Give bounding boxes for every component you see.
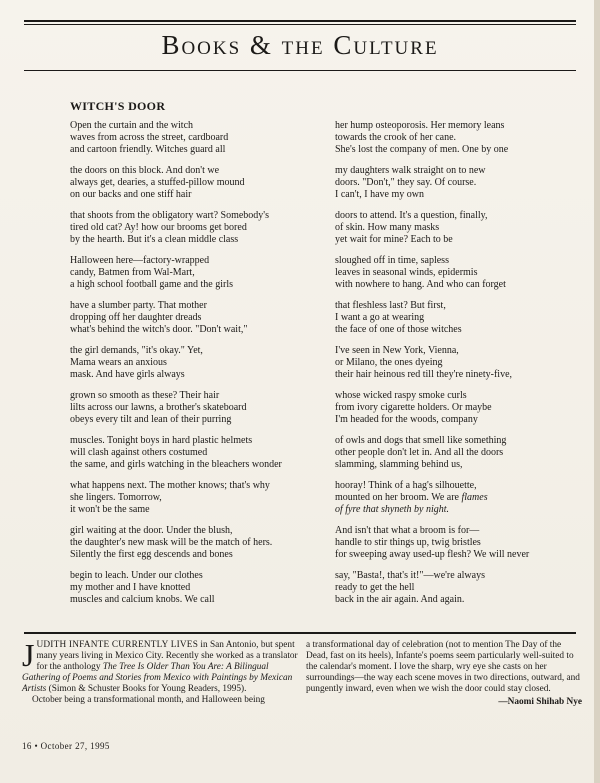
- poem-line: doors. "Don't," they say. Of course.: [335, 177, 477, 188]
- author-bio-left: [22, 637, 298, 706]
- poem-stanza: [70, 570, 332, 606]
- poem-stanza: [70, 390, 332, 426]
- poem-stanza: [70, 210, 332, 246]
- bio-text-1: in San Antonio, but spent many years living in Mexico City. Recently she worked as a translator for the anthology: [36, 640, 298, 672]
- poem-line: back in the air again. And again.: [335, 594, 465, 605]
- poem-line: I want a go at wearing: [335, 312, 425, 323]
- poem-line: muscles. Tonight boys in hard plastic helmets: [70, 435, 253, 446]
- page-edge-shadow: [594, 0, 600, 783]
- poem-line: whose wicked raspy smoke curls: [335, 390, 467, 401]
- poem-line: doors to attend. It's a question, finally,: [335, 210, 488, 221]
- poem-line: what's behind the witch's door. "Don't wait,": [70, 324, 248, 335]
- poem-line: my daughters walk straight on to new: [335, 165, 486, 176]
- poem-line: Halloween here—factory-wrapped: [70, 255, 210, 266]
- poem-stanza: [335, 210, 585, 246]
- bio-right-text: a transformational day of celebration (not to mention The Day of the Dead, fast on its heels), Infante's poems seem particularly well-suited to the calendar's moment. I love the sharp, wry eye she casts on her surroundings—the way each scene moves in two directions, outward, and pungently inward, even when we wish the door could stay closed.: [306, 640, 580, 694]
- poem-line: I'm headed for the woods, company: [335, 414, 478, 425]
- author-bio-right: [306, 640, 582, 708]
- bio-paragraph-2: October being a transformational month, and Halloween being: [32, 695, 265, 705]
- poem-stanza: [70, 480, 332, 516]
- poem-line: my mother and I have knotted: [70, 582, 191, 593]
- poem-stanza: [70, 525, 332, 561]
- poem-stanza: [335, 390, 585, 426]
- poem-line: mounted on her broom. We are flames: [335, 492, 488, 503]
- bio-divider-rule: [24, 632, 576, 634]
- poem-line: grown so smooth as these? Their hair: [70, 390, 220, 401]
- poem-line: of fyre that shyneth by night.: [335, 504, 450, 515]
- poem-line: yet wait for mine? Each to be: [335, 234, 453, 245]
- poem-line: the girl demands, "it's okay." Yet,: [70, 345, 203, 356]
- poem-line: handle to stir things up, twig bristles: [335, 537, 481, 548]
- poem-line: Mama wears an anxious: [70, 357, 167, 368]
- poem-line: from ivory cigarette holders. Or maybe: [335, 402, 492, 413]
- poem-line: I can't, I have my own: [335, 189, 424, 200]
- poem-stanza: [335, 120, 585, 156]
- poem-line: for sweeping away used-up flesh? We will never: [335, 549, 530, 560]
- top-rule: [24, 20, 576, 22]
- poem-line: their hair heinous red till they're ninety-five,: [335, 369, 513, 380]
- top-rule-thin: [24, 24, 576, 25]
- poem-line: girl waiting at the door. Under the blush,: [70, 525, 233, 536]
- poem-line: the daughter's new mask will be the match of hers.: [70, 537, 273, 548]
- poem-stanza: [70, 300, 332, 336]
- poem-line: have a slumber party. That mother: [70, 300, 207, 311]
- poem-stanza: [335, 435, 585, 471]
- poem-line: with nowhere to hang. And who can forget: [335, 279, 506, 290]
- poem-line: other people don't let in. And all the doors: [335, 447, 504, 458]
- poem-line: the face of one of those witches: [335, 324, 462, 335]
- poem-line: by the hearth. But it's a clean middle class: [70, 234, 239, 245]
- poem-stanza: [70, 345, 332, 381]
- poem-line: leaves in seasonal winds, epidermis: [335, 267, 478, 278]
- poem-line: I've seen in New York, Vienna,: [335, 345, 459, 356]
- poem-line: slamming, slamming behind us,: [335, 459, 463, 470]
- page-folio: 16 • October 27, 1995: [22, 741, 110, 751]
- poem-line: the same, and girls watching in the bleachers wonder: [70, 459, 282, 470]
- poem-line: it won't be the same: [70, 504, 150, 515]
- signature: —Naomi Shihab Nye: [498, 697, 582, 707]
- poem-line: She's lost the company of men. One by one: [335, 144, 509, 155]
- poem-line: waves from across the street, cardboard: [70, 132, 229, 143]
- poem-line: of skin. How many masks: [335, 222, 440, 233]
- poem-stanza: [335, 345, 585, 381]
- italic-phrase: flames: [461, 492, 488, 503]
- poem-stanza: [70, 165, 332, 201]
- bio-lead-caps: UDITH INFANTE CURRENTLY LIVES: [36, 640, 199, 650]
- poem-stanza: [70, 255, 332, 291]
- poem-line: or Milano, the ones dyeing: [335, 357, 443, 368]
- poem-line: always get, dearies, a stuffed-pillow mound: [70, 177, 245, 188]
- poem-stanza: [70, 435, 332, 471]
- poem-line: the doors on this block. And don't we: [70, 165, 220, 176]
- dropcap: J: [22, 637, 35, 673]
- poem-line: her hump osteoporosis. Her memory leans: [335, 120, 505, 131]
- poem-title: WITCH'S DOOR: [70, 99, 166, 113]
- poem-column-right: [335, 120, 585, 615]
- poem-column-left: [70, 120, 332, 615]
- poem-line: lilts across our lawns, a brother's skateboard: [70, 402, 247, 413]
- poem-line: towards the crook of her cane.: [335, 132, 457, 143]
- poem-line: and cartoon friendly. Witches guard all: [70, 144, 226, 155]
- poem-stanza: [70, 120, 332, 156]
- poem-line: candy, Batmen from Wal-Mart,: [70, 267, 195, 278]
- poem-line: what happens next. The mother knows; that's why: [70, 480, 270, 491]
- poem-line: muscles and calcium knobs. We call: [70, 594, 215, 605]
- poem-line: that shoots from the obligatory wart? Somebody's: [70, 210, 269, 221]
- poem-line: Open the curtain and the witch: [70, 120, 194, 131]
- poem-line: Silently the first egg descends and bones: [70, 549, 233, 560]
- poem-stanza: [335, 165, 585, 201]
- poem-stanza: [335, 300, 585, 336]
- poem-line: ready to get the hell: [335, 582, 415, 593]
- poem-line: begin to leach. Under our clothes: [70, 570, 203, 581]
- poem-stanza: [335, 570, 585, 606]
- poem-line: a high school football game and the girls: [70, 279, 234, 290]
- poem-stanza: [335, 525, 585, 561]
- poem-line: sloughed off in time, sapless: [335, 255, 449, 266]
- bio-text-2: (Simon & Schuster Books for Young Readers, 1995).: [46, 684, 247, 694]
- poem-line: obeys every tilt and lean of their purring: [70, 414, 232, 425]
- poem-line: of owls and dogs that smell like something: [335, 435, 507, 446]
- poem-stanza: [335, 255, 585, 291]
- poem-line: hooray! Think of a hag's silhouette,: [335, 480, 477, 491]
- poem-line: mask. And have girls always: [70, 369, 185, 380]
- poem-line: she lingers. Tomorrow,: [70, 492, 162, 503]
- poem-line: And isn't that what a broom is for—: [335, 525, 480, 536]
- poem-line: tired old cat? Ay! how our brooms get bored: [70, 222, 247, 233]
- poem-line: that fleshless last? But first,: [335, 300, 446, 311]
- poem-line: will clash against others costumed: [70, 447, 208, 458]
- poem-line: on our backs and one stiff hair: [70, 189, 192, 200]
- poem-stanza: [335, 480, 585, 516]
- section-title: Books & the Culture: [161, 30, 439, 60]
- poem-line: dropping off her daughter dreads: [70, 312, 202, 323]
- poem-line: say, "Basta!, that's it!"—we're always: [335, 570, 485, 581]
- book-title: The Tree Is Older Than You Are: A Bilingual Gathering of Poems and Stories from Mexico with Paintings by Mexican Artists: [22, 662, 293, 694]
- title-bottom-rule: [24, 70, 576, 71]
